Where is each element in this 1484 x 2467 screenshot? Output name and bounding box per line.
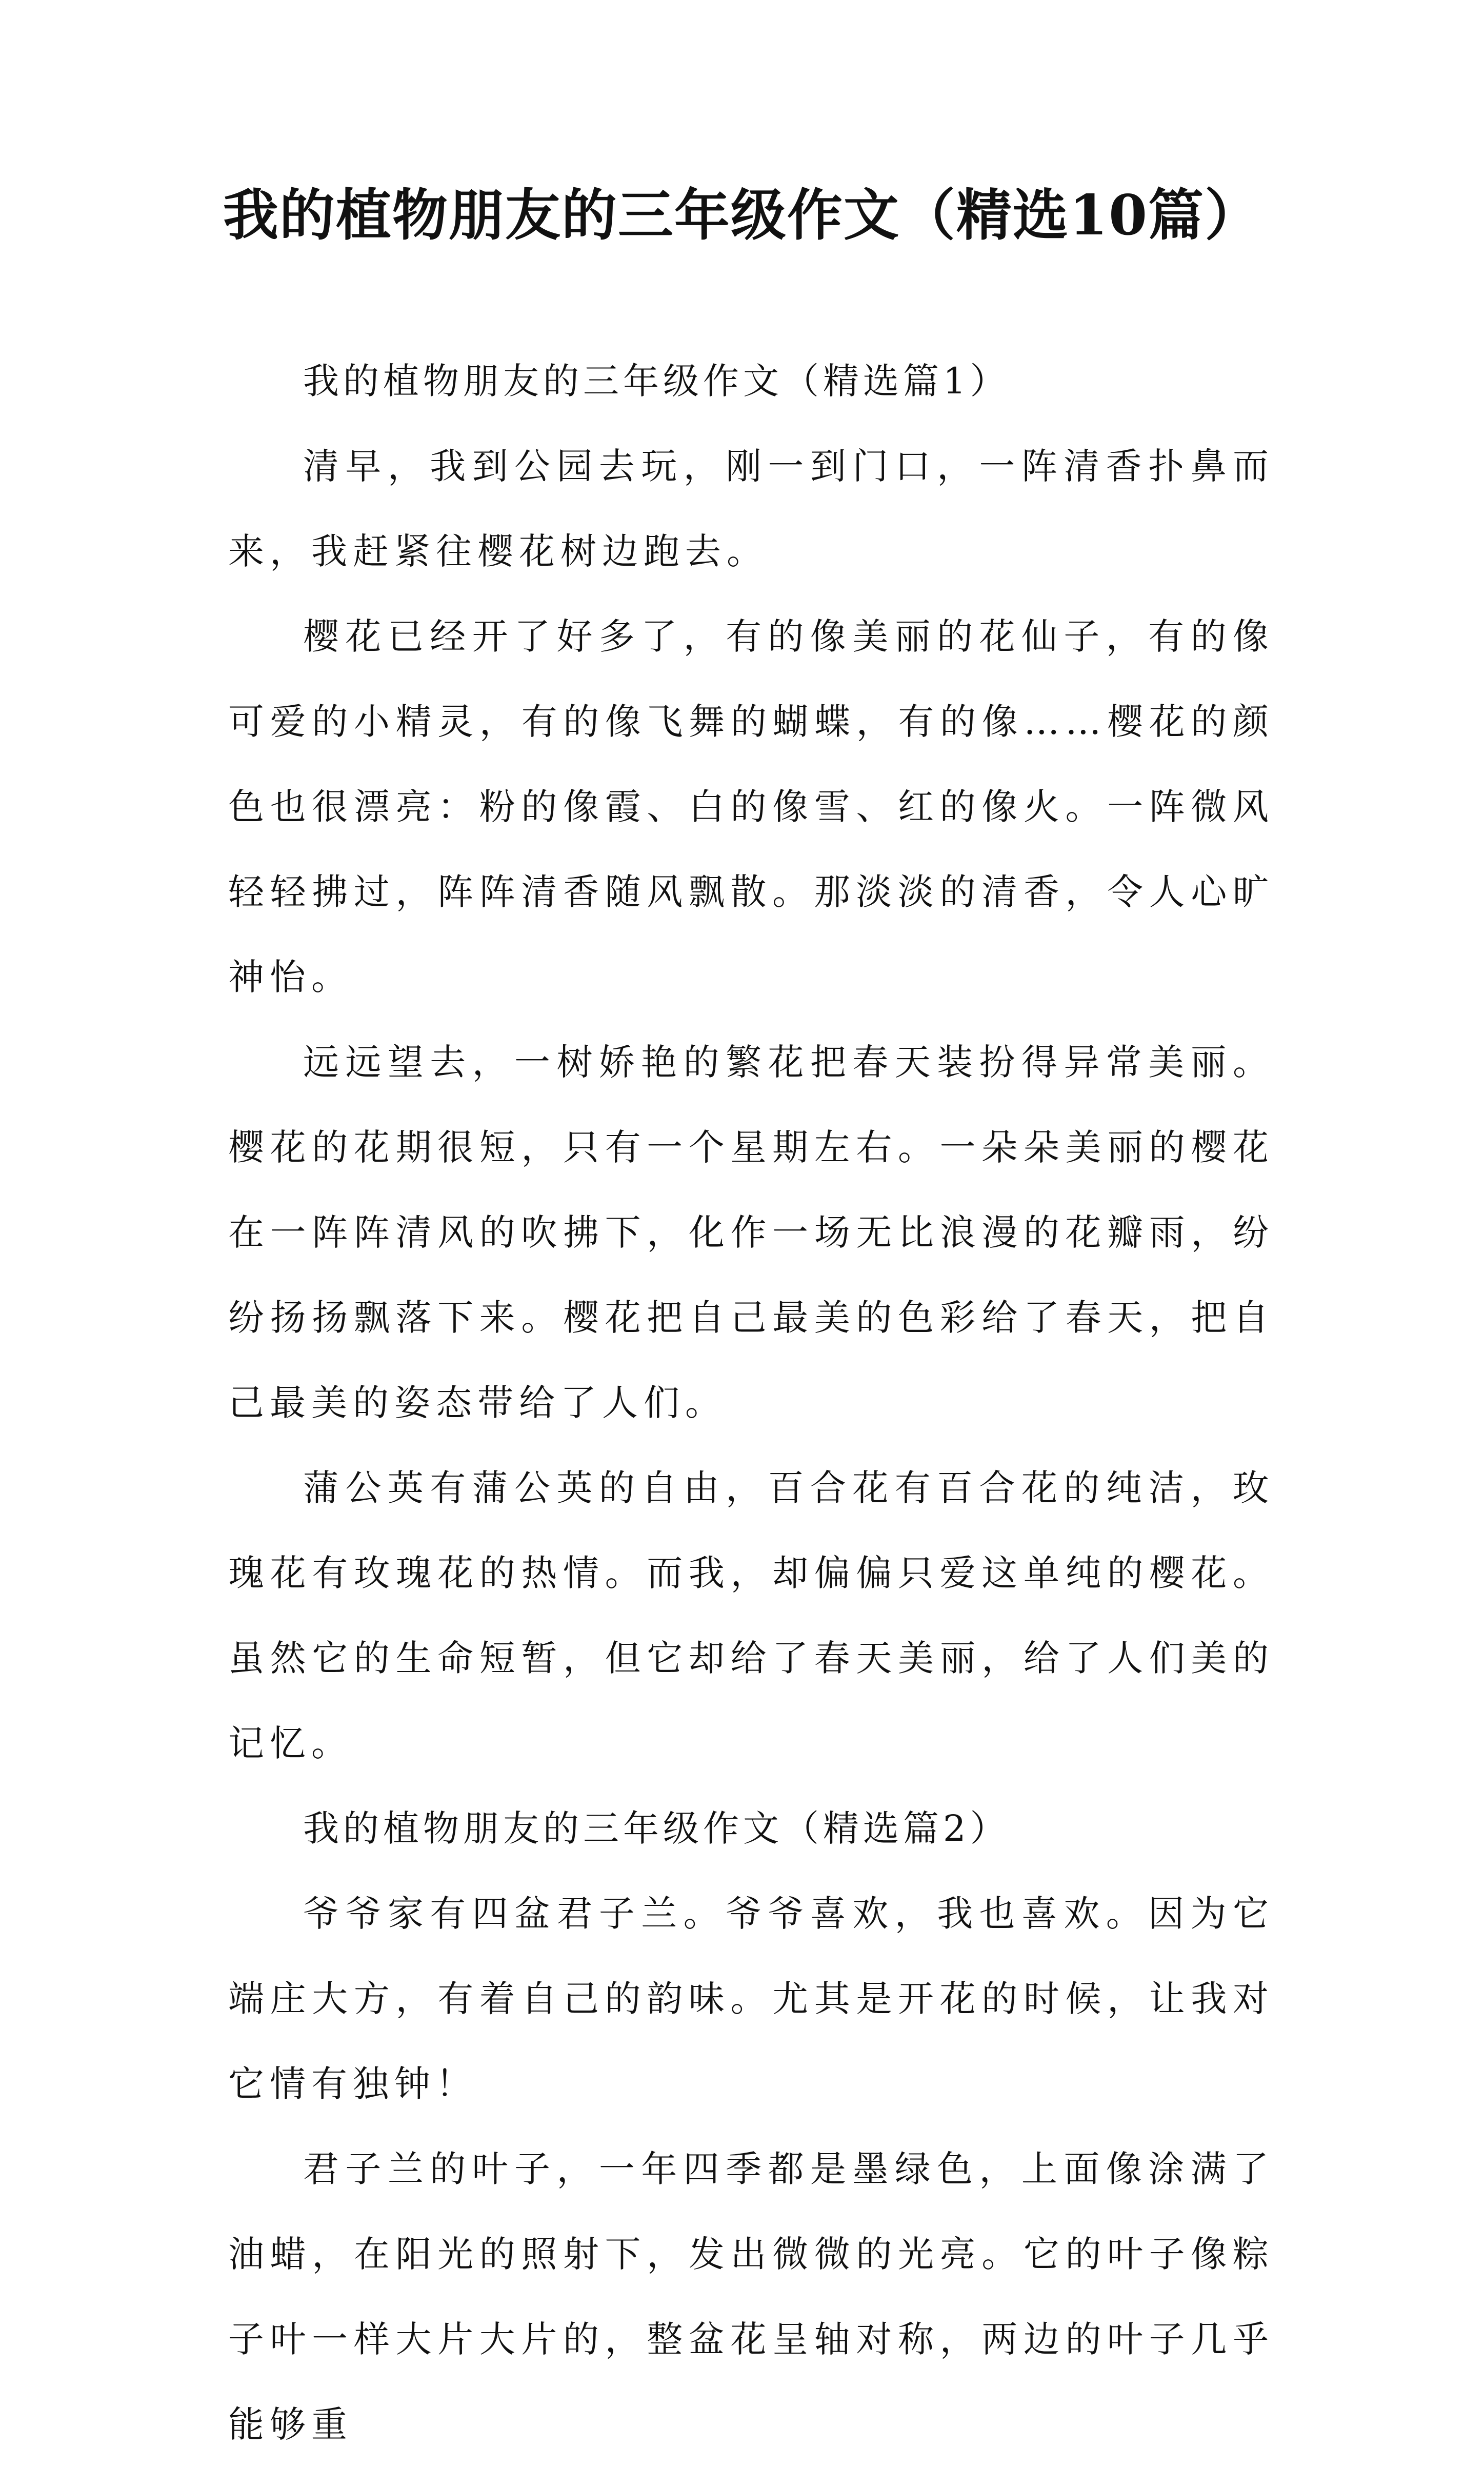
paragraph: 蒲公英有蒲公英的自由，百合花有百合花的纯洁，玫瑰花有玫瑰花的热情。而我，却偏偏只爱这单纯的樱花。虽然它的生命短暂，但它却给了春天美丽，给了人们美的记忆。 bbox=[228, 1467, 1274, 1764]
paragraph: 远远望去，一树娇艳的繁花把春天装扮得异常美丽。樱花的花期很短，只有一个星期左右。一朵朵美丽的樱花在一阵阵清风的吹拂下，化作一场无比浪漫的花瓣雨，纷纷扬扬飘落下来。樱花把自己最美的色彩给了春天，把自己最美的姿态带给了人们。 bbox=[228, 1041, 1274, 1424]
paragraph: 清早，我到公园去玩，刚一到门口，一阵清香扑鼻而来，我赶紧往樱花树边跑去。 bbox=[228, 445, 1274, 572]
document-title: 我的植物朋友的三年级作文（精选10篇） bbox=[223, 183, 1261, 248]
paragraph: 樱花已经开了好多了，有的像美丽的花仙子，有的像可爱的小精灵，有的像飞舞的蝴蝶，有的像……樱花的颜色也很漂亮：粉的像霞、白的像雪、红的像火。一阵微风轻轻拂过，阵阵清香随风飘散。那淡淡的清香，令人心旷神怡。 bbox=[228, 615, 1274, 998]
section-heading-2: 我的植物朋友的三年级作文（精选篇2） bbox=[303, 1807, 1010, 1849]
section-heading-1: 我的植物朋友的三年级作文（精选篇1） bbox=[303, 360, 1010, 402]
paragraph: 爷爷家有四盆君子兰。爷爷喜欢，我也喜欢。因为它端庄大方，有着自己的韵味。尤其是开花的时候，让我对它情有独钟！ bbox=[228, 1893, 1274, 2105]
document-body bbox=[228, 339, 1274, 2467]
paragraph: 君子兰的叶子，一年四季都是墨绿色，上面像涂满了油蜡，在阳光的照射下，发出微微的光亮。它的叶子像粽子叶一样大片大片的，整盆花呈轴对称，两边的叶子几乎能够重 bbox=[228, 2148, 1274, 2445]
